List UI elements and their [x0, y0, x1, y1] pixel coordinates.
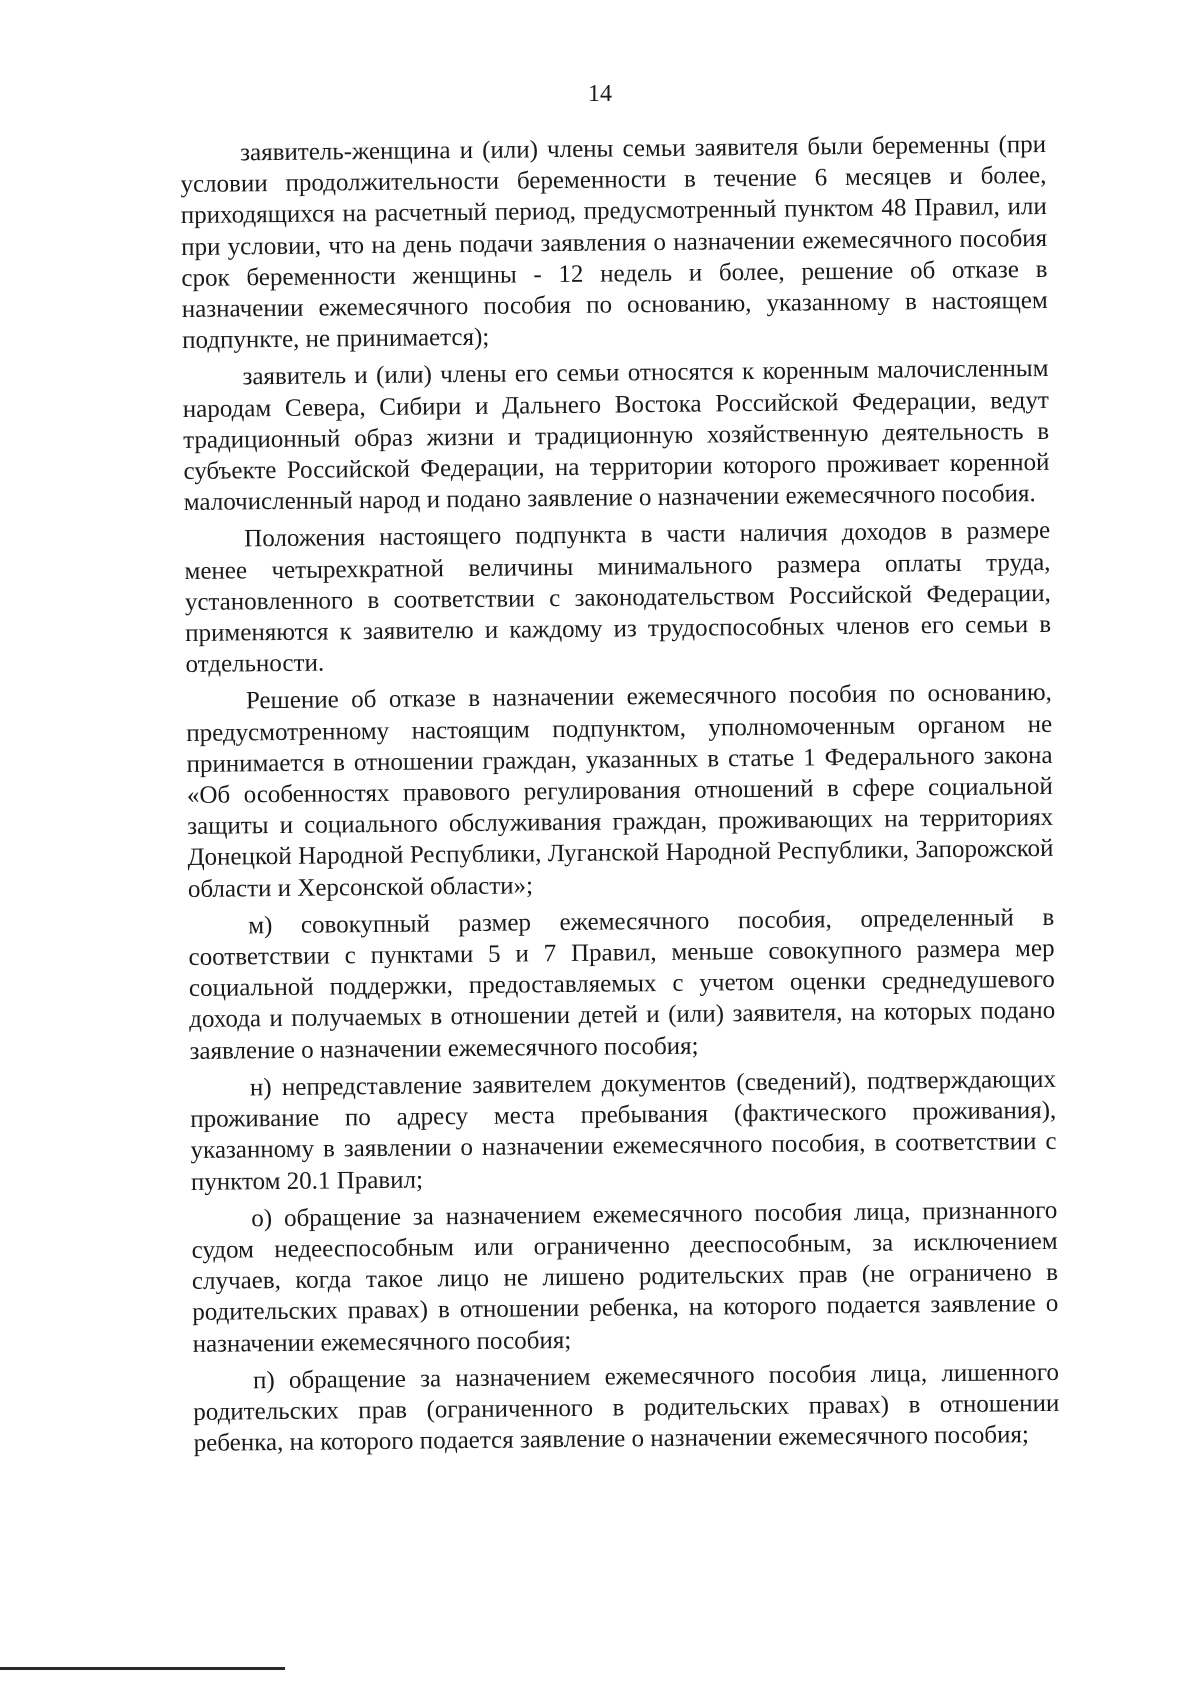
paragraph-refusal-exception: Решение об отказе в назначении ежемесячного пособия по основанию, предусмотренному настоящим подпунктом, уполномоченным органом не принимается в отношении граждан, указанных в статье 1 Федерального закона «Об особенностях правового регулирования отношений в сфере социальной защиты и социального обслуживания граждан, проживающих на территориях Донецкой Народной Республики, Луганской Народной Республики, Запорожской области и Херсонской области»; [186, 679, 1054, 903]
bottom-divider [0, 1667, 285, 1670]
paragraph-pregnancy-exception: заявитель-женщина и (или) члены семьи заявителя были беременны (при условии продолжительности беременности в течение 6 месяцев и более, приходящихся на расчетный период, предусмотренный пунктом 48 Правил, или при условии, что на день подачи заявления о назначении ежемесячного пособия срок беременности женщины - 12 недель и более, решение об отказе в назначении ежемесячного пособия по основанию, указанному в настоящем подпункте, не принимается); [180, 130, 1048, 355]
document-body [180, 129, 1060, 1465]
paragraph-subitem-m: м) совокупный размер ежемесячного пособия, определенный в соответствии с пунктами 5 и 7 Правил, меньше совокупного размера мер социальной поддержки, предоставляемых с учетом оценки среднедушевого дохода и получаемых в отношении детей и (или) заявителя, на которых подано заявление о назначении ежемесячного пособия; [188, 903, 1056, 1065]
paragraph-indigenous-peoples: заявитель и (или) члены его семьи относятся к коренным малочисленным народам Севера, Сибири и Дальнего Востока Российской Федерации, ведут традиционный образ жизни и традиционную хозяйственную деятельность в субъекте Российской Федерации, на территории которого проживает коренной малочисленный народ и подано заявление о назначении ежемесячного пособия. [182, 355, 1050, 517]
paragraph-subitem-o: о) обращение за назначением ежемесячного пособия лица, признанного судом недееспособным или ограниченно дееспособным, за исключением случаев, когда такое лицо не лишено родительских прав (не ограничено в родительских правах) в отношении ребенка, на которого подается заявление о назначении ежемесячного пособия; [191, 1196, 1059, 1358]
paragraph-subitem-p: п) обращение за назначением ежемесячного пособия лица, лишенного родительских прав (ограниченного в родительских правах) в отношении ребенка, на которого подается заявление о назначении ежемесячного пособия; [193, 1358, 1060, 1458]
paragraph-subitem-n: н) непредставление заявителем документов (сведений), подтверждающих проживание по адресу места пребывания (фактического проживания), указанному в заявлении о назначении ежемесячного пособия, в соответствии с пунктом 20.1 Правил; [190, 1065, 1057, 1196]
paragraph-income-provisions: Положения настоящего подпункта в части наличия доходов в размере менее четырехкратной величины минимального размера оплаты труда, установленного в соответствии с законодательством Российской Федерации, применяются к заявителю и каждому из трудоспособных членов его семьи в отдельности. [184, 517, 1052, 679]
page-number: 14 [588, 81, 612, 107]
